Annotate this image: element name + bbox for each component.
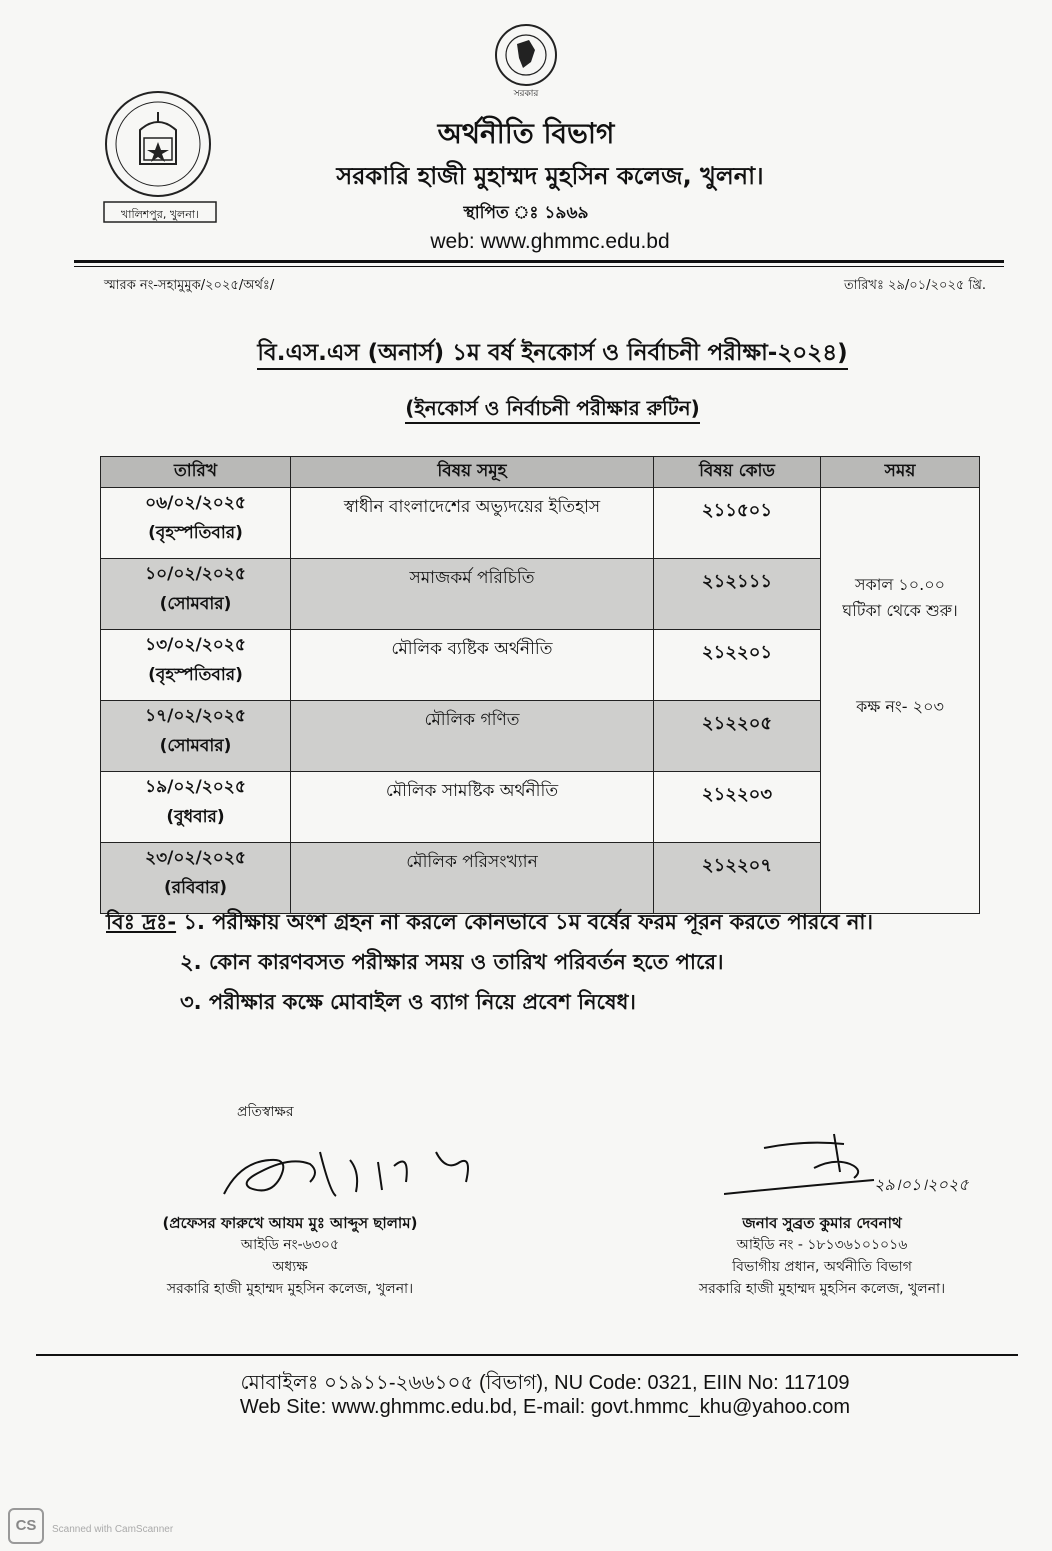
code-cell: ২১২১১১ <box>654 559 821 630</box>
date-cell <box>101 701 291 772</box>
note-item: ৩. পরীক্ষার কক্ষে মোবাইল ও ব্যাগ নিয়ে প্রবেশ নিষেধ। <box>180 990 636 1014</box>
note-item: ২. কোন কারণবসত পরীক্ষার সময় ও তারিখ পরিবর্তন হতে পারে। <box>180 950 724 974</box>
camscanner-watermark <box>8 1508 174 1544</box>
exam-date: ২৩/০২/২০২৫ <box>145 848 246 868</box>
date-cell <box>101 488 291 559</box>
start-time-line1: সকাল ১০.০০ <box>854 575 946 594</box>
header-code: বিষয় কোড <box>654 457 821 488</box>
countersign-label: প্রতিস্বাক্ষর <box>237 1104 294 1120</box>
header-divider-thick <box>74 260 1004 263</box>
header-time: সময় <box>821 457 980 488</box>
code-cell: ২১২২০৭ <box>654 843 821 914</box>
exam-day: (রবিবার) <box>164 878 227 898</box>
svg-text:সরকার: সরকার <box>513 89 539 99</box>
exam-day: (সোমবার) <box>159 594 232 614</box>
exam-title-text: বি.এস.এস (অনার্স) ১ম বর্ষ ইনকোর্স ও নির্বাচনী পরীক্ষা-২০২৪) <box>257 340 847 370</box>
camscanner-text: Scanned with CamScanner <box>52 1524 174 1535</box>
department-head-signature-icon <box>724 1128 984 1208</box>
subject-cell: মৌলিক ব্যষ্টিক অর্থনীতি <box>291 630 654 701</box>
note-item <box>106 902 873 942</box>
exam-date: ১৩/০২/২০২৫ <box>145 635 246 655</box>
exam-day: (বুধবার) <box>166 807 225 827</box>
start-time-line2: ঘটিকা থেকে শুরু। <box>842 601 958 620</box>
principal-signature-icon <box>210 1132 490 1212</box>
established-year: স্থাপিত ঃ ১৯৬৯ <box>463 203 589 223</box>
principal-title: অধ্যক্ষ <box>272 1259 308 1275</box>
handwritten-date: ২৯।০১।২০২৫ <box>874 1175 969 1194</box>
principal-name: (প্রফেসর ফারুখে আযম মুঃ আব্দুস ছালাম) <box>162 1214 418 1232</box>
footer-website-email: Web Site: www.ghmmc.edu.bd, E-mail: govt.hmmc_khu@yahoo.com <box>239 1396 851 1418</box>
header-divider-thin <box>74 266 1004 267</box>
department-head-id: আইডি নং - ১৮১৩৬১০১০১৬ <box>736 1237 908 1253</box>
subject-cell: স্বাধীন বাংলাদেশের অভ্যুদয়ের ইতিহাস <box>291 488 654 559</box>
exam-day: (সোমবার) <box>159 736 232 756</box>
exam-date: ১৭/০২/২০২৫ <box>145 706 246 726</box>
subject-cell: মৌলিক পরিসংখ্যান <box>291 843 654 914</box>
note-text: ১. পরীক্ষায় অংশ গ্রহন না করলে কোনভাবে ১ম বর্ষের ফরম পূরন করতে পারবে না। <box>183 910 873 934</box>
table-row <box>101 488 980 559</box>
department-title: অর্থনীতি বিভাগ <box>437 117 615 150</box>
header-date: তারিখ <box>101 457 291 488</box>
exam-day: (বৃহস্পতিবার) <box>148 523 243 543</box>
code-cell: ২১২২০৫ <box>654 701 821 772</box>
date-cell <box>101 630 291 701</box>
department-head-org: সরকারি হাজী মুহাম্মদ মুহসিন কলেজ, খুলনা। <box>698 1281 946 1297</box>
date-cell <box>101 772 291 843</box>
header-website: web: www.ghmmc.edu.bd <box>430 230 670 253</box>
code-cell: ২১২২০৩ <box>654 772 821 843</box>
subject-cell: মৌলিক গণিত <box>291 701 654 772</box>
exam-date: ০৬/০২/২০২৫ <box>145 493 246 513</box>
principal-signature-block <box>130 1212 450 1300</box>
camscanner-icon: CS <box>8 1508 44 1544</box>
college-logo-location: খালিশপুর, খুলনা। <box>121 208 199 221</box>
code-cell: ২১২২০১ <box>654 630 821 701</box>
exam-date: ১০/০২/২০২৫ <box>145 564 246 584</box>
subject-cell: সমাজকর্ম পরিচিতি <box>291 559 654 630</box>
subject-cell: মৌলিক সামষ্টিক অর্থনীতি <box>291 772 654 843</box>
principal-org: সরকারি হাজী মুহাম্মদ মুহসিন কলেজ, খুলনা। <box>166 1281 414 1297</box>
header-subject: বিষয় সমূহ <box>291 457 654 488</box>
room-number: কক্ষ নং- ২০৩ <box>856 697 944 716</box>
department-head-name: জনাব সুব্রত কুমার দেবনাথ <box>742 1214 902 1232</box>
date-cell <box>101 559 291 630</box>
footer-contact: মোবাইলঃ ০১৯১১-২৬৬১০৫ (বিভাগ), NU Code: 0321, EIIN No: 117109 <box>240 1372 850 1394</box>
routine-title-text: (ইনকোর্স ও নির্বাচনী পরীক্ষার রুটিন) <box>405 396 699 424</box>
exam-day: (বৃহস্পতিবার) <box>148 665 243 685</box>
exam-title <box>0 334 1052 373</box>
notes-label: বিঃ দ্রঃ- <box>106 910 177 934</box>
code-cell: ২১১৫০১ <box>654 488 821 559</box>
table-header-row <box>101 457 980 488</box>
footer-divider <box>36 1354 1018 1356</box>
start-time <box>821 572 979 624</box>
time-cell <box>821 488 980 914</box>
college-name: সরকারি হাজী মুহাম্মদ মুহসিন কলেজ, খুলনা। <box>336 162 764 190</box>
routine-title <box>0 394 1052 427</box>
government-emblem-icon <box>493 22 559 102</box>
exam-routine-table <box>100 456 980 914</box>
principal-id: আইডি নং-৬৩০৫ <box>240 1237 340 1253</box>
memo-reference: স্মারক নং-সহামুমুক/২০২৫/অর্থঃ/ <box>104 278 275 293</box>
department-head-signature-block <box>672 1212 972 1300</box>
department-head-title: বিভাগীয় প্রধান, অর্থনীতি বিভাগ <box>732 1259 912 1275</box>
exam-date: ১৯/০২/২০২৫ <box>145 777 246 797</box>
memo-date: তারিখঃ ২৯/০১/২০২৫ খ্রি. <box>844 278 986 293</box>
